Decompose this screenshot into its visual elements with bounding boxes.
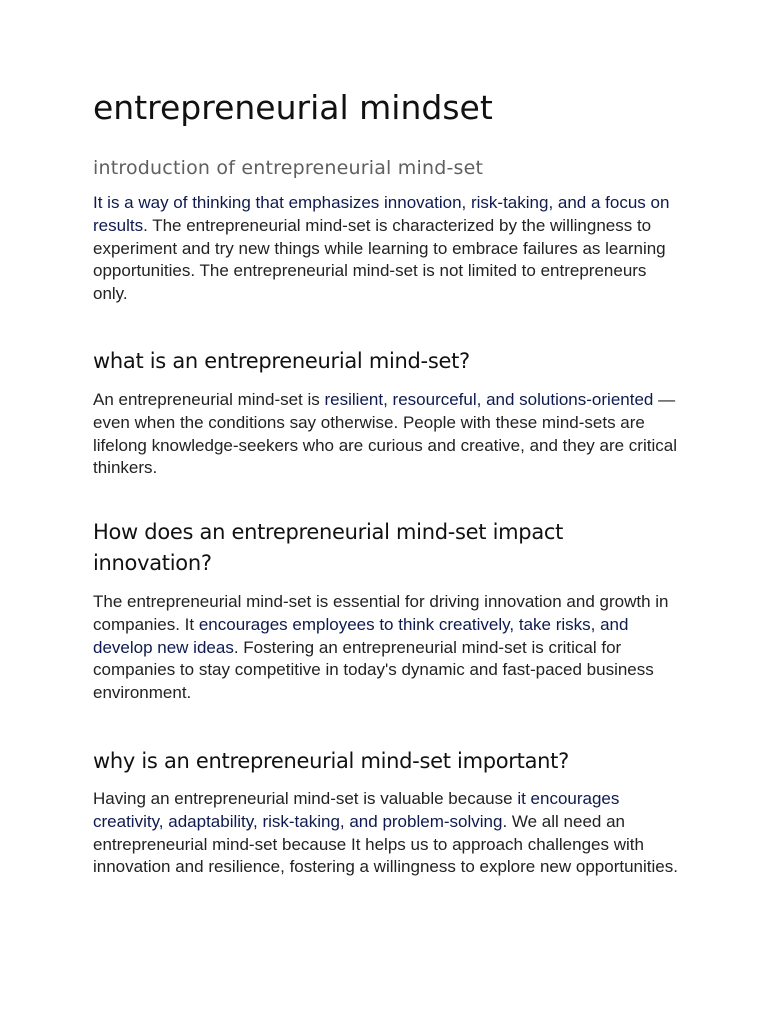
document-title: entrepreneurial mindset (93, 88, 493, 127)
section-paragraph-why (93, 788, 683, 879)
intro-highlight: It is a way of thinking that emphasizes innovation, risk-taking, and a focus on results. (93, 193, 670, 235)
section-highlight: resilient, resourceful, and solutions-oriented (324, 390, 654, 409)
section-text-pre: An entrepreneurial mind-set is (93, 390, 325, 409)
section-text-pre: The entrepreneurial mind-set is essential for driving innovation and growth in companies. It (93, 592, 669, 634)
section-text-post: . Fostering an entrepreneurial mind-set is critical for companies to stay competitive in today's dynamic and fast-paced business environment. (93, 637, 654, 703)
section-heading-why: why is an entrepreneurial mind-set important? (93, 749, 569, 773)
section-text-pre: Having an entrepreneurial mind-set is valuable because (93, 789, 518, 808)
section-highlight: it encourages creativity, adaptability, risk-taking, and problem-solving (93, 789, 620, 831)
section-text-post: — even when the conditions say otherwise. People with these mind-sets are lifelong knowledge-seekers who are curious and creative, and they are critical thinkers. (93, 390, 677, 478)
section-text-post: . We all need an entrepreneurial mind-set because It helps us to approach challenges with innovation and resilience, fostering a willingness to explore new opportunities. (93, 811, 678, 877)
section-highlight: encourages employees to think creatively, take risks, and develop new ideas (93, 614, 629, 657)
document-subtitle: introduction of entrepreneurial mind-set (93, 157, 484, 179)
section-paragraph-what (93, 389, 683, 480)
section-paragraph-how (93, 591, 683, 705)
intro-text: The entrepreneurial mind-set is characterized by the willingness to experiment and try new things while learning to embrace failures as learning opportunities. The entrepreneurial mind-set is not limited to entrepreneurs only. (93, 215, 666, 304)
section-heading-what: what is an entrepreneurial mind-set? (93, 349, 470, 373)
intro-paragraph (93, 192, 683, 306)
section-heading-how: How does an entrepreneurial mind-set impact innovation? (93, 520, 564, 575)
